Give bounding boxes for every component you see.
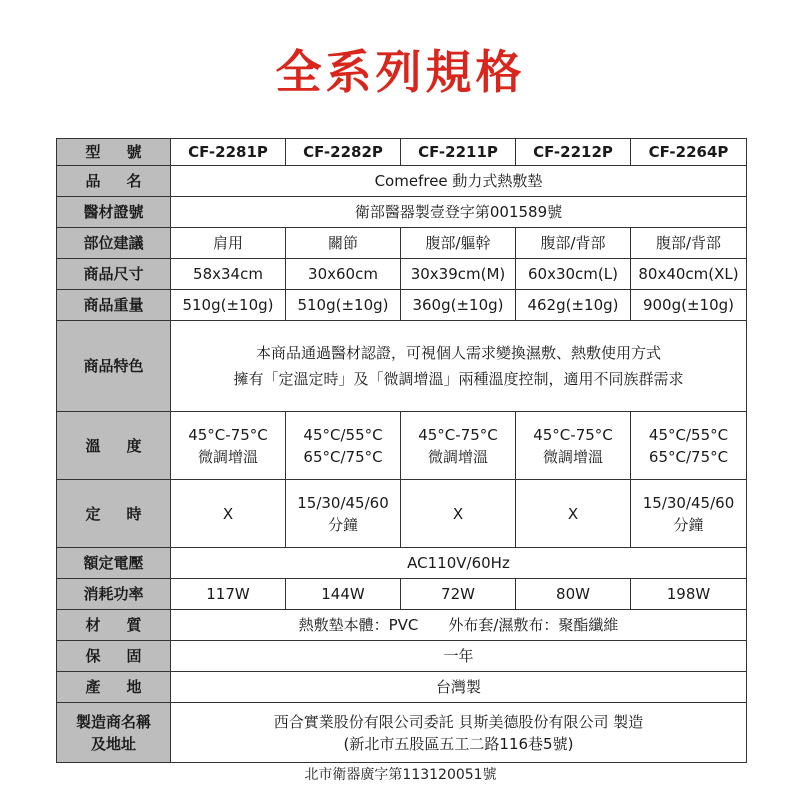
size-cell: 60x30cm(L) (516, 259, 631, 290)
maker-label-line: 製造商名稱 (75, 712, 151, 731)
spec-table (56, 138, 747, 763)
weight-cell: 900g(±10g) (631, 290, 747, 321)
position-cell: 關節 (286, 228, 401, 259)
timer-line: 15/30/45/60 (642, 493, 735, 512)
row-material (57, 610, 747, 641)
timer-line: X (452, 504, 464, 523)
size-cell: 30x39cm(M) (401, 259, 516, 290)
maker-cell (171, 703, 747, 763)
row-weight (57, 290, 747, 321)
temperature-line: 45°C-75°C (188, 425, 268, 444)
temperature-line: 45°C/55°C (648, 425, 729, 444)
row-label: 溫度 (57, 412, 171, 480)
power-cell: 117W (171, 579, 286, 610)
row-power (57, 579, 747, 610)
row-label: 材質 (57, 610, 171, 641)
row-size (57, 259, 747, 290)
position-cell: 肩用 (171, 228, 286, 259)
model-cell: CF-2264P (631, 139, 747, 166)
temperature-cell (171, 412, 286, 480)
model-cell: CF-2211P (401, 139, 516, 166)
row-label: 醫材證號 (57, 197, 171, 228)
timer-cell (516, 480, 631, 548)
position-cell: 腹部/背部 (631, 228, 747, 259)
temperature-line: 45°C-75°C (418, 425, 498, 444)
power-cell: 72W (401, 579, 516, 610)
row-model (57, 139, 747, 166)
model-cell: CF-2212P (516, 139, 631, 166)
temperature-line: 微調增溫 (427, 447, 488, 466)
row-license (57, 197, 747, 228)
model-cell: CF-2281P (171, 139, 286, 166)
weight-cell: 510g(±10g) (171, 290, 286, 321)
power-cell: 80W (516, 579, 631, 610)
voltage-cell: AC110V/60Hz (171, 548, 747, 579)
material-cell: 熱敷墊本體：PVC 外布套/濕敷布：聚酯纖維 (171, 610, 747, 641)
license-cell: 衛部醫器製壹登字第001589號 (171, 197, 747, 228)
temperature-line: 45°C/55°C (303, 425, 383, 444)
timer-line: X (222, 504, 234, 523)
maker-label-line: 及地址 (90, 734, 136, 753)
row-label: 產地 (57, 672, 171, 703)
temperature-line: 65°C/75°C (303, 447, 383, 466)
row-name (57, 166, 747, 197)
row-label: 商品尺寸 (57, 259, 171, 290)
row-origin (57, 672, 747, 703)
license-footer: 北市衛器廣字第113120051號 (304, 767, 497, 783)
temperature-line: 45°C-75°C (533, 425, 613, 444)
position-cell: 腹部/軀幹 (401, 228, 516, 259)
maker-line: (新北市五股區五工二路116巷5號) (343, 734, 574, 753)
size-cell: 30x60cm (286, 259, 401, 290)
row-label: 品名 (57, 166, 171, 197)
size-cell: 80x40cm(XL) (631, 259, 747, 290)
weight-cell: 510g(±10g) (286, 290, 401, 321)
row-timer (57, 480, 747, 548)
maker-line: 西合實業股份有限公司委託 貝斯美德股份有限公司 製造 (273, 712, 644, 731)
size-cell: 58x34cm (171, 259, 286, 290)
features-line: 本商品通過醫材認證，可視個人需求變換濕敷、熱敷使用方式 (255, 344, 661, 362)
row-warranty (57, 641, 747, 672)
row-temperature (57, 412, 747, 480)
temperature-cell (516, 412, 631, 480)
weight-cell: 360g(±10g) (401, 290, 516, 321)
model-cell: CF-2282P (286, 139, 401, 166)
weight-cell: 462g(±10g) (516, 290, 631, 321)
temperature-line: 微調增溫 (542, 447, 603, 466)
power-cell: 198W (631, 579, 747, 610)
row-position (57, 228, 747, 259)
row-label: 型號 (57, 139, 171, 166)
timer-cell (171, 480, 286, 548)
temperature-cell (401, 412, 516, 480)
temperature-line: 微調增溫 (197, 447, 258, 466)
row-label: 額定電壓 (57, 548, 171, 579)
power-cell: 144W (286, 579, 401, 610)
timer-line: 分鐘 (327, 515, 358, 534)
row-label: 定時 (57, 480, 171, 548)
temperature-cell (286, 412, 401, 480)
timer-cell (631, 480, 747, 548)
temperature-line: 65°C/75°C (648, 447, 729, 466)
row-label: 部位建議 (57, 228, 171, 259)
timer-cell (401, 480, 516, 548)
warranty-cell: 一年 (171, 641, 747, 672)
temperature-cell (631, 412, 747, 480)
timer-line: X (567, 504, 579, 523)
row-maker (57, 703, 747, 763)
features-line: 擁有「定溫定時」及「微調增溫」兩種溫度控制，適用不同族群需求 (233, 370, 684, 388)
row-label: 商品重量 (57, 290, 171, 321)
timer-line: 15/30/45/60 (297, 493, 389, 512)
row-features (57, 321, 747, 412)
timer-cell (286, 480, 401, 548)
origin-cell: 台灣製 (171, 672, 747, 703)
features-cell (171, 321, 747, 412)
row-label: 商品特色 (57, 321, 171, 412)
position-cell: 腹部/背部 (516, 228, 631, 259)
row-label: 消耗功率 (57, 579, 171, 610)
row-voltage (57, 548, 747, 579)
page-title: 全系列規格 (275, 45, 526, 99)
row-label: 保固 (57, 641, 171, 672)
row-label (57, 703, 171, 763)
name-cell: Comefree 動力式熱敷墊 (171, 166, 747, 197)
timer-line: 分鐘 (673, 515, 704, 534)
